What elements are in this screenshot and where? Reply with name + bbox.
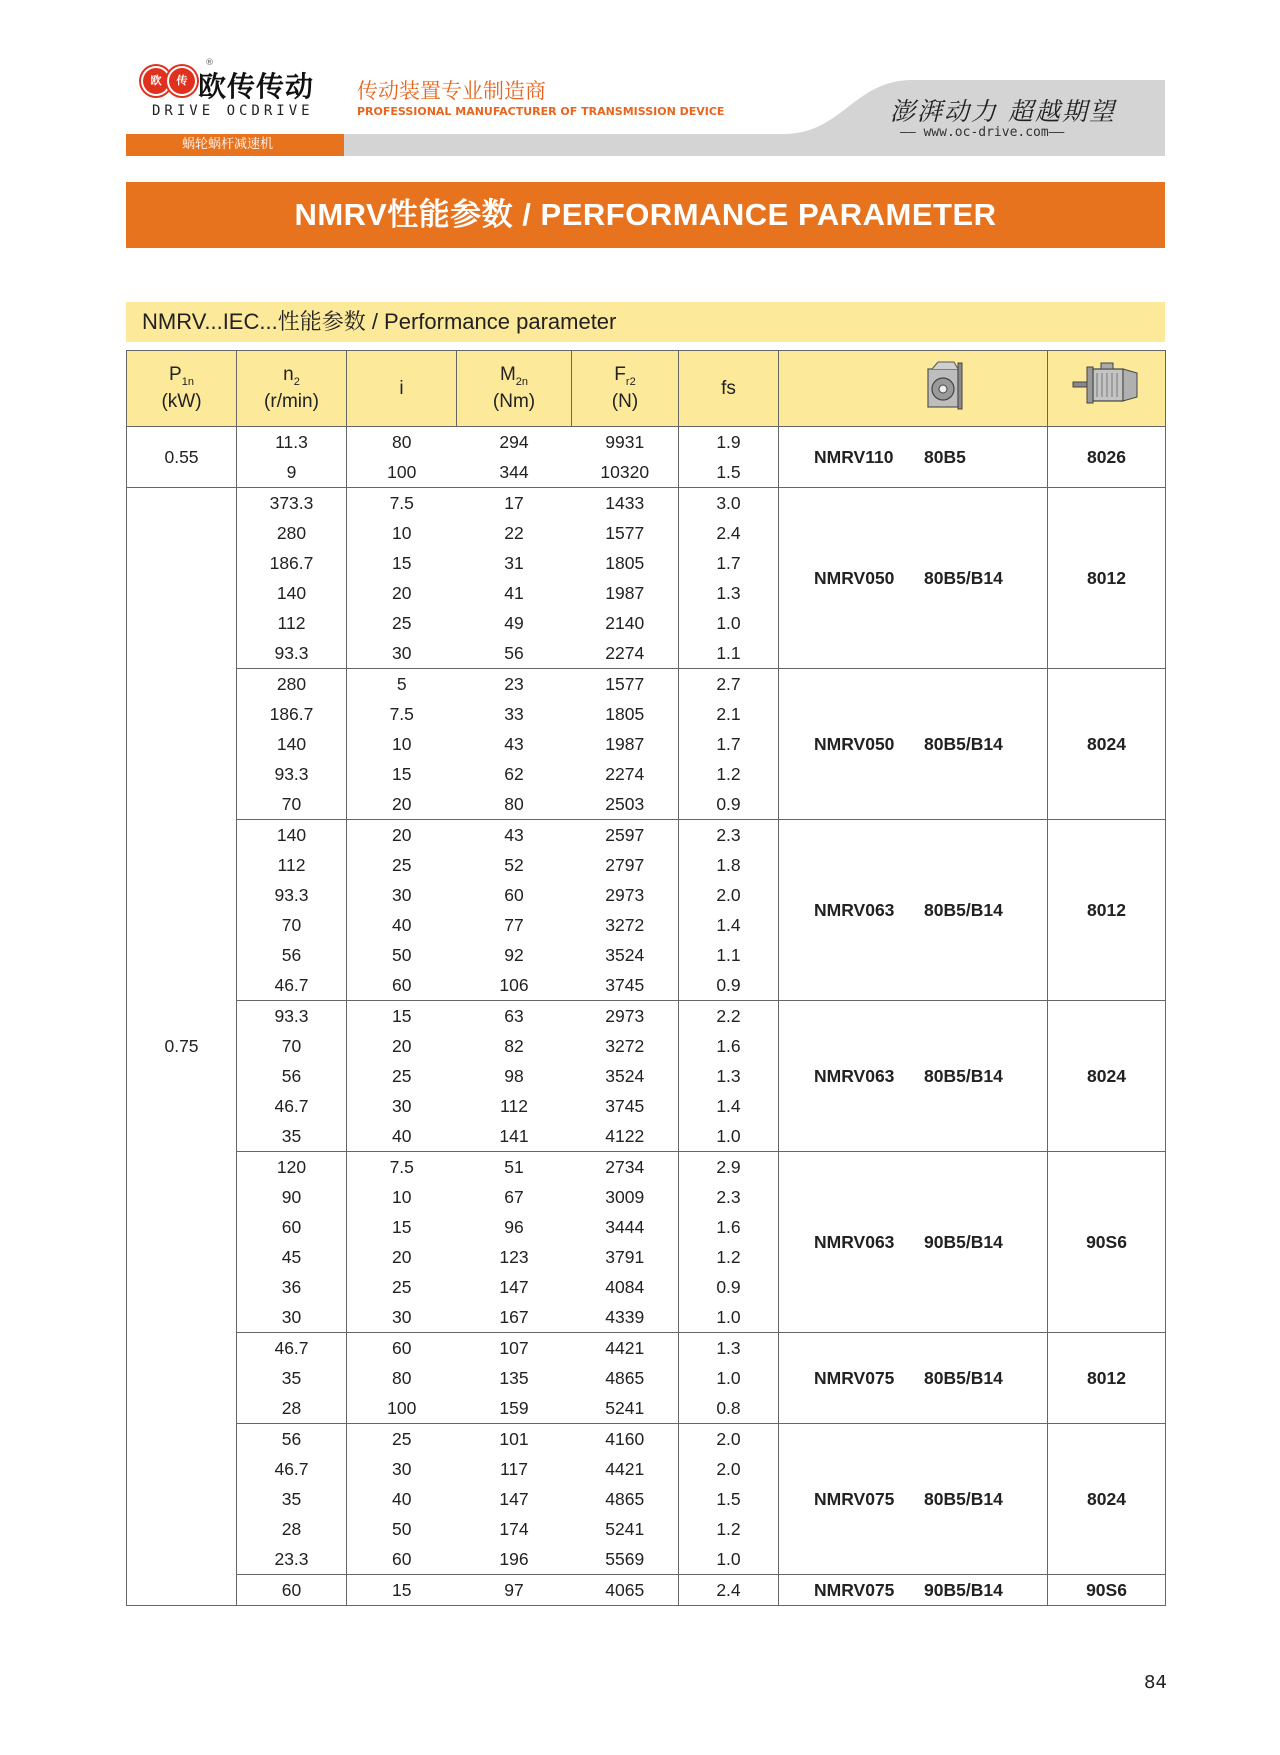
radial-load-cell: 4065: [572, 1575, 679, 1606]
radial-load-cell: 1987: [605, 733, 645, 754]
torque-cell: 41: [504, 582, 524, 603]
service-factor-cell: 1.0: [679, 608, 779, 638]
service-factor-cell: 0.8: [679, 1393, 779, 1424]
n2-cell: 45: [237, 1242, 347, 1272]
radial-load-cell: 2734: [572, 1152, 679, 1183]
service-factor-cell: 0.9: [679, 970, 779, 1001]
gearbox-model: NMRV063: [814, 1231, 895, 1252]
torque-cell: 17: [457, 488, 572, 519]
radial-load-cell: 3791: [605, 1246, 645, 1267]
service-factor-cell: 2.1: [679, 699, 779, 729]
fr2-subscript: r2: [625, 376, 636, 389]
n2-cell: 93.3: [237, 759, 347, 789]
radial-load-cell: 4160: [572, 1424, 679, 1455]
ratio-cell: 80: [392, 1367, 412, 1388]
ratio-cell: 25: [392, 612, 412, 633]
service-factor-cell: 1.3: [679, 578, 779, 608]
gearbox-model-cell: [779, 1575, 1048, 1606]
gearbox-model-cell: [779, 488, 1048, 669]
torque-cell: 135: [499, 1367, 529, 1388]
ratio-cell: 30: [392, 1458, 412, 1479]
torque-cell: 106: [499, 974, 529, 995]
motor-model-cell: 8012: [1048, 488, 1166, 669]
ratio-cell: 40: [392, 1125, 412, 1146]
gearbox-model: NMRV050: [814, 733, 895, 754]
logo-char-right: 传: [169, 68, 195, 94]
ratio-cell: 15: [392, 552, 412, 573]
flange-type: 80B5/B14: [924, 567, 1003, 588]
radial-load-cell: 1577: [572, 669, 679, 700]
service-factor-cell: 3.0: [679, 488, 779, 519]
ratio-cell: 15: [347, 1001, 457, 1032]
n2-cell: 35: [237, 1363, 347, 1393]
service-factor-cell: 0.9: [679, 789, 779, 820]
radial-load-cell: 2597: [572, 820, 679, 851]
radial-load-cell: 3009: [605, 1186, 645, 1207]
ratio-cell: 10: [392, 733, 412, 754]
motor-model-cell: 8026: [1048, 427, 1166, 488]
service-factor-cell: 1.4: [679, 1091, 779, 1121]
n2-cell: 93.3: [237, 880, 347, 910]
tagline-en: PROFESSIONAL MANUFACTURER OF TRANSMISSION DEVICE: [357, 105, 725, 118]
service-factor-cell: 1.0: [679, 1544, 779, 1575]
slogan: 澎湃动力 超越期望: [890, 97, 1116, 126]
gearbox-model: NMRV063: [814, 1065, 895, 1086]
gearbox-model: NMRV063: [814, 899, 895, 920]
radial-load-cell: 3524: [605, 1065, 645, 1086]
logo-char-left: 欧: [143, 68, 169, 94]
electric-motor-icon: [1069, 361, 1145, 409]
ratio-cell: 50: [392, 1518, 412, 1539]
ratio-cell: 30: [392, 884, 412, 905]
service-factor-cell: 2.7: [679, 669, 779, 700]
torque-cell: 107: [457, 1333, 572, 1364]
motor-model-cell: 90S6: [1048, 1575, 1166, 1606]
torque-cell: 23: [457, 669, 572, 700]
motor-model-cell: 8024: [1048, 1424, 1166, 1575]
ratio-cell: 25: [392, 854, 412, 875]
col-header-gearbox: [779, 351, 1048, 427]
n2-cell: 60: [237, 1575, 347, 1606]
flange-type: 80B5/B14: [924, 1367, 1003, 1388]
service-factor-cell: 1.7: [679, 729, 779, 759]
m2n-unit: (Nm): [492, 390, 536, 412]
service-factor-cell: 2.0: [679, 1454, 779, 1484]
radial-load-cell: 3745: [605, 974, 645, 995]
radial-load-cell: 3444: [605, 1216, 645, 1237]
table-row: [127, 488, 1166, 519]
ratio-cell: 7.5: [347, 1152, 457, 1183]
power-cell: 0.55: [127, 427, 237, 488]
p1n-symbol: P: [169, 364, 182, 386]
torque-cell: 33: [504, 703, 524, 724]
torque-cell: 49: [504, 612, 524, 633]
radial-load-cell: 4421: [605, 1458, 645, 1479]
ratio-cell: 30: [392, 642, 412, 663]
ratio-cell: 30: [392, 1306, 412, 1327]
i-symbol: i: [399, 377, 404, 399]
table-row: [127, 1424, 1166, 1455]
n2-cell: 56: [237, 1061, 347, 1091]
ratio-cell: 25: [347, 1424, 457, 1455]
ratio-cell: 20: [347, 820, 457, 851]
gearbox-model: NMRV075: [814, 1367, 895, 1388]
service-factor-cell: 2.3: [679, 1182, 779, 1212]
radial-load-cell: 4122: [605, 1125, 645, 1146]
table-row: [127, 427, 1166, 458]
gearbox-model: NMRV050: [814, 567, 895, 588]
torque-cell: 147: [499, 1276, 529, 1297]
motor-model-cell: 8012: [1048, 820, 1166, 1001]
ratio-cell: 20: [392, 1035, 412, 1056]
fr2-unit: (N): [611, 390, 639, 412]
torque-cell: 123: [499, 1246, 529, 1267]
torque-cell: 159: [499, 1397, 529, 1418]
torque-cell: 112: [500, 1095, 528, 1116]
flange-type: 80B5: [924, 446, 966, 467]
flange-type: 80B5/B14: [924, 899, 1003, 920]
brand-name-en: DRIVE OCDRIVE: [152, 103, 314, 119]
radial-load-cell: 5241: [605, 1518, 645, 1539]
n2-cell: 35: [237, 1484, 347, 1514]
torque-cell: 96: [504, 1216, 524, 1237]
service-factor-cell: 1.7: [679, 548, 779, 578]
n2-cell: 186.7: [237, 699, 347, 729]
torque-cell: 52: [504, 854, 524, 875]
flange-type: 90B5/B14: [924, 1231, 1003, 1252]
gearbox-model-cell: [779, 1424, 1048, 1575]
radial-load-cell: 2503: [605, 793, 645, 814]
motor-model-cell: 8012: [1048, 1333, 1166, 1424]
service-factor-cell: 1.5: [679, 457, 779, 488]
p1n-unit: (kW): [161, 390, 202, 412]
logo-mark: [143, 68, 195, 96]
section-subtitle: NMRV...IEC...性能参数 / Performance parameter: [126, 302, 1165, 342]
n2-cell: 140: [237, 820, 347, 851]
col-header-motor: [1048, 351, 1166, 427]
col-header-p1n: [127, 351, 237, 427]
flange-type: 80B5/B14: [924, 733, 1003, 754]
table-header-row: [127, 351, 1166, 427]
n2-cell: 35: [237, 1121, 347, 1152]
n2-subscript: 2: [293, 376, 300, 389]
torque-cell: 43: [457, 820, 572, 851]
ratio-cell: 25: [392, 1065, 412, 1086]
n2-cell: 56: [237, 1424, 347, 1455]
torque-cell: 174: [499, 1518, 529, 1539]
torque-cell: 92: [504, 944, 524, 965]
torque-cell: 167: [499, 1306, 529, 1327]
service-factor-cell: 1.5: [679, 1484, 779, 1514]
service-factor-cell: 1.1: [679, 638, 779, 669]
n2-cell: 70: [237, 910, 347, 940]
torque-cell: 63: [457, 1001, 572, 1032]
ratio-cell: 20: [392, 793, 412, 814]
n2-cell: 280: [237, 518, 347, 548]
n2-cell: 9: [237, 457, 347, 488]
table-body: [127, 427, 1166, 1606]
radial-load-cell: 9931: [572, 427, 679, 458]
table-row: [127, 820, 1166, 851]
torque-cell: 67: [504, 1186, 524, 1207]
radial-load-cell: 5569: [605, 1548, 645, 1569]
ratio-cell: 20: [392, 582, 412, 603]
n2-cell: 28: [237, 1514, 347, 1544]
col-header-fs: [679, 351, 779, 427]
radial-load-cell: 1987: [605, 582, 645, 603]
tagline-cn: 传动装置专业制造商: [357, 79, 546, 103]
col-header-n2: [237, 351, 347, 427]
n2-cell: 373.3: [237, 488, 347, 519]
torque-cell: 98: [504, 1065, 524, 1086]
gearbox-model: NMRV075: [814, 1579, 895, 1600]
torque-cell: 82: [504, 1035, 524, 1056]
radial-load-cell: 4421: [572, 1333, 679, 1364]
torque-cell: 77: [504, 914, 524, 935]
n2-cell: 23.3: [237, 1544, 347, 1575]
table-row: [127, 669, 1166, 700]
ratio-cell: 80: [347, 427, 457, 458]
radial-load-cell: 10320: [600, 461, 650, 482]
torque-cell: 56: [504, 642, 524, 663]
radial-load-cell: 2140: [605, 612, 645, 633]
service-factor-cell: 1.3: [679, 1333, 779, 1364]
service-factor-cell: 2.9: [679, 1152, 779, 1183]
ratio-cell: 20: [392, 1246, 412, 1267]
page-number: 84: [1144, 1672, 1167, 1693]
motor-model-cell: 90S6: [1048, 1152, 1166, 1333]
page-title: NMRV性能参数 / PERFORMANCE PARAMETER: [126, 182, 1165, 248]
n2-cell: 56: [237, 940, 347, 970]
radial-load-cell: 4865: [605, 1367, 645, 1388]
gearbox-model-cell: [779, 1333, 1048, 1424]
n2-cell: 11.3: [237, 427, 347, 458]
n2-cell: 140: [237, 578, 347, 608]
torque-cell: 147: [499, 1488, 529, 1509]
category-label: 蜗轮蜗杆减速机: [126, 134, 344, 156]
gearbox-model: NMRV110: [814, 446, 894, 467]
n2-cell: 112: [237, 850, 347, 880]
m2n-subscript: 2n: [515, 376, 529, 389]
torque-cell: 62: [504, 763, 524, 784]
ratio-cell: 100: [387, 1397, 417, 1418]
table-row: [127, 1575, 1166, 1606]
ratio-cell: 15: [392, 1216, 412, 1237]
radial-load-cell: 2973: [572, 1001, 679, 1032]
n2-cell: 60: [237, 1212, 347, 1242]
gearbox-model-cell: [779, 669, 1048, 820]
ratio-cell: 15: [347, 1575, 457, 1606]
n2-cell: 30: [237, 1302, 347, 1333]
power-cell: 0.75: [127, 488, 237, 1606]
n2-cell: 90: [237, 1182, 347, 1212]
n2-cell: 46.7: [237, 1454, 347, 1484]
radial-load-cell: 3272: [605, 914, 645, 935]
performance-table: [126, 350, 1166, 1606]
col-header-fr2: [572, 351, 679, 427]
flange-type: 90B5/B14: [924, 1579, 1003, 1600]
fs-symbol: fs: [721, 377, 736, 399]
ratio-cell: 7.5: [389, 703, 414, 724]
motor-model-cell: 8024: [1048, 1001, 1166, 1152]
n2-cell: 280: [237, 669, 347, 700]
ratio-cell: 25: [392, 1276, 412, 1297]
radial-load-cell: 4084: [605, 1276, 645, 1297]
motor-model-cell: 8024: [1048, 669, 1166, 820]
radial-load-cell: 1805: [605, 703, 645, 724]
service-factor-cell: 1.0: [679, 1121, 779, 1152]
service-factor-cell: 2.4: [679, 1575, 779, 1606]
n2-cell: 46.7: [237, 970, 347, 1001]
radial-load-cell: 3272: [605, 1035, 645, 1056]
service-factor-cell: 1.2: [679, 1514, 779, 1544]
table-row: [127, 1333, 1166, 1364]
gearbox-model-cell: [779, 1152, 1048, 1333]
service-factor-cell: 1.0: [679, 1302, 779, 1333]
website-url: —— www.oc-drive.com——: [900, 125, 1065, 140]
table-row: [127, 1001, 1166, 1032]
flange-type: 80B5/B14: [924, 1065, 1003, 1086]
ratio-cell: 60: [347, 1333, 457, 1364]
fr2-symbol: F: [614, 364, 626, 386]
radial-load-cell: 4339: [605, 1306, 645, 1327]
torque-cell: 43: [504, 733, 524, 754]
torque-cell: 117: [500, 1458, 528, 1479]
gearbox-model-cell: [779, 1001, 1048, 1152]
service-factor-cell: 1.1: [679, 940, 779, 970]
torque-cell: 141: [499, 1125, 529, 1146]
radial-load-cell: 1805: [605, 552, 645, 573]
ratio-cell: 50: [392, 944, 412, 965]
n2-unit: (r/min): [264, 390, 319, 412]
service-factor-cell: 2.0: [679, 1424, 779, 1455]
torque-cell: 51: [457, 1152, 572, 1183]
m2n-symbol: M: [499, 364, 516, 386]
radial-load-cell: 3745: [605, 1095, 645, 1116]
service-factor-cell: 2.3: [679, 820, 779, 851]
ratio-cell: 5: [347, 669, 457, 700]
ratio-cell: 10: [392, 1186, 412, 1207]
ratio-cell: 7.5: [347, 488, 457, 519]
n2-cell: 186.7: [237, 548, 347, 578]
n2-cell: 36: [237, 1272, 347, 1302]
torque-cell: 196: [499, 1548, 529, 1569]
service-factor-cell: 1.4: [679, 910, 779, 940]
radial-load-cell: 4865: [605, 1488, 645, 1509]
radial-load-cell: 2797: [605, 854, 645, 875]
n2-cell: 70: [237, 1031, 347, 1061]
n2-cell: 70: [237, 789, 347, 820]
ratio-cell: 15: [392, 763, 412, 784]
n2-cell: 112: [237, 608, 347, 638]
n2-cell: 28: [237, 1393, 347, 1424]
ratio-cell: 100: [387, 461, 417, 482]
ratio-cell: 60: [392, 974, 412, 995]
gearbox-model-cell: [779, 820, 1048, 1001]
flange-type: 80B5/B14: [924, 1488, 1003, 1509]
n2-cell: 140: [237, 729, 347, 759]
gearbox-model-cell: [779, 427, 1048, 488]
service-factor-cell: 1.3: [679, 1061, 779, 1091]
table-row: [127, 1152, 1166, 1183]
service-factor-cell: 1.6: [679, 1212, 779, 1242]
brand-name-cn: 欧传传动: [198, 70, 315, 103]
torque-cell: 97: [457, 1575, 572, 1606]
n2-cell: 46.7: [237, 1333, 347, 1364]
radial-load-cell: 1577: [605, 522, 645, 543]
ratio-cell: 40: [392, 914, 412, 935]
gearbox-model: NMRV075: [814, 1488, 895, 1509]
service-factor-cell: 1.9: [679, 427, 779, 458]
col-header-m2n: [457, 351, 572, 427]
ratio-cell: 60: [392, 1548, 412, 1569]
torque-cell: 60: [504, 884, 524, 905]
torque-cell: 31: [504, 552, 524, 573]
radial-load-cell: 3524: [605, 944, 645, 965]
service-factor-cell: 2.0: [679, 880, 779, 910]
registered-icon: ®: [205, 58, 214, 68]
n2-symbol: n: [283, 364, 294, 386]
worm-gearbox-icon: [924, 359, 972, 411]
n2-cell: 93.3: [237, 1001, 347, 1032]
col-header-i: [347, 351, 457, 427]
service-factor-cell: 2.4: [679, 518, 779, 548]
service-factor-cell: 2.2: [679, 1001, 779, 1032]
service-factor-cell: 1.8: [679, 850, 779, 880]
service-factor-cell: 1.0: [679, 1363, 779, 1393]
torque-cell: 294: [457, 427, 572, 458]
service-factor-cell: 1.2: [679, 1242, 779, 1272]
ratio-cell: 10: [392, 522, 412, 543]
ratio-cell: 30: [392, 1095, 412, 1116]
n2-cell: 93.3: [237, 638, 347, 669]
p1n-subscript: 1n: [181, 376, 194, 389]
service-factor-cell: 1.2: [679, 759, 779, 789]
service-factor-cell: 1.6: [679, 1031, 779, 1061]
radial-load-cell: 2274: [605, 642, 645, 663]
radial-load-cell: 2274: [605, 763, 645, 784]
torque-cell: 22: [504, 522, 524, 543]
radial-load-cell: 1433: [572, 488, 679, 519]
torque-cell: 80: [504, 793, 524, 814]
ratio-cell: 40: [392, 1488, 412, 1509]
service-factor-cell: 0.9: [679, 1272, 779, 1302]
radial-load-cell: 2973: [605, 884, 645, 905]
radial-load-cell: 5241: [605, 1397, 645, 1418]
n2-cell: 120: [237, 1152, 347, 1183]
torque-cell: 344: [499, 461, 529, 482]
torque-cell: 101: [457, 1424, 572, 1455]
n2-cell: 46.7: [237, 1091, 347, 1121]
